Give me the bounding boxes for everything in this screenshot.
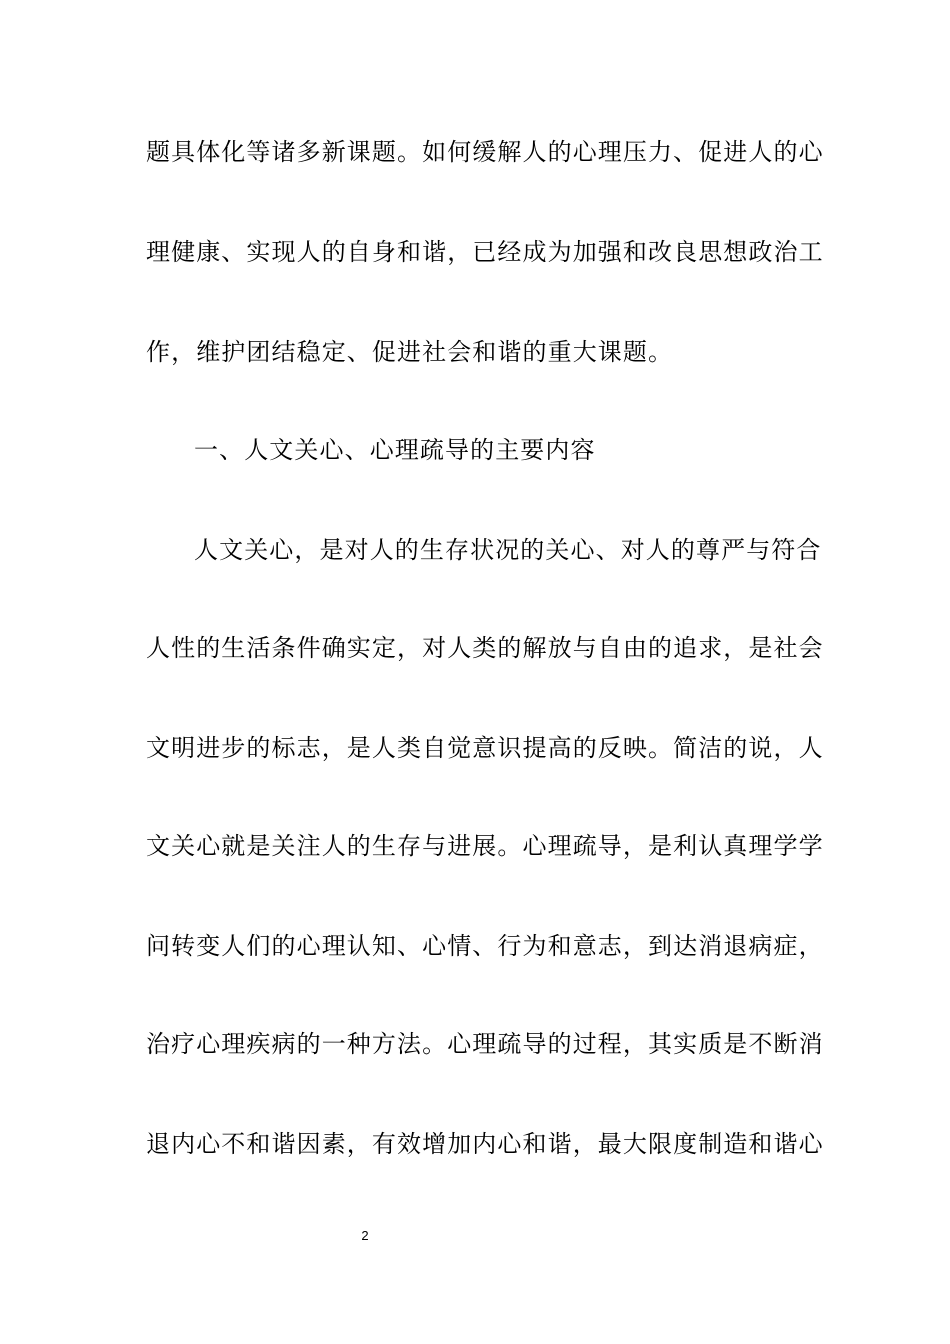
paragraph-line: 文明进步的标志，是人类自觉意识提高的反映。简洁的说，人 xyxy=(146,734,824,762)
paragraph-line: 人性的生活条件确实定，对人类的解放与自由的追求，是社会 xyxy=(146,634,824,662)
paragraph-line: 退内心不和谐因素，有效增加内心和谐，最大限度制造和谐心 xyxy=(146,1130,824,1158)
paragraph-line: 人文关心，是对人的生存状况的关心、对人的尊严与符合 xyxy=(194,536,822,564)
paragraph-line: 题具体化等诸多新课题。如何缓解人的心理压力、促进人的心 xyxy=(146,138,824,166)
paragraph-line: 理健康、实现人的自身和谐，已经成为加强和改良思想政治工 xyxy=(146,238,824,266)
paragraph-line: 文关心就是关注人的生存与进展。心理疏导，是利认真理学学 xyxy=(146,832,824,860)
paragraph-line: 治疗心理疾病的一种方法。心理疏导的过程，其实质是不断消 xyxy=(146,1030,824,1058)
paragraph-line: 问转变人们的心理认知、心情、行为和意志，到达消退病症， xyxy=(146,932,824,960)
section-heading: 一、人文关心、心理疏导的主要内容 xyxy=(194,436,596,464)
page-number: 2 xyxy=(361,1228,369,1243)
paragraph-line: 作，维护团结稳定、促进社会和谐的重大课题。 xyxy=(146,338,674,366)
